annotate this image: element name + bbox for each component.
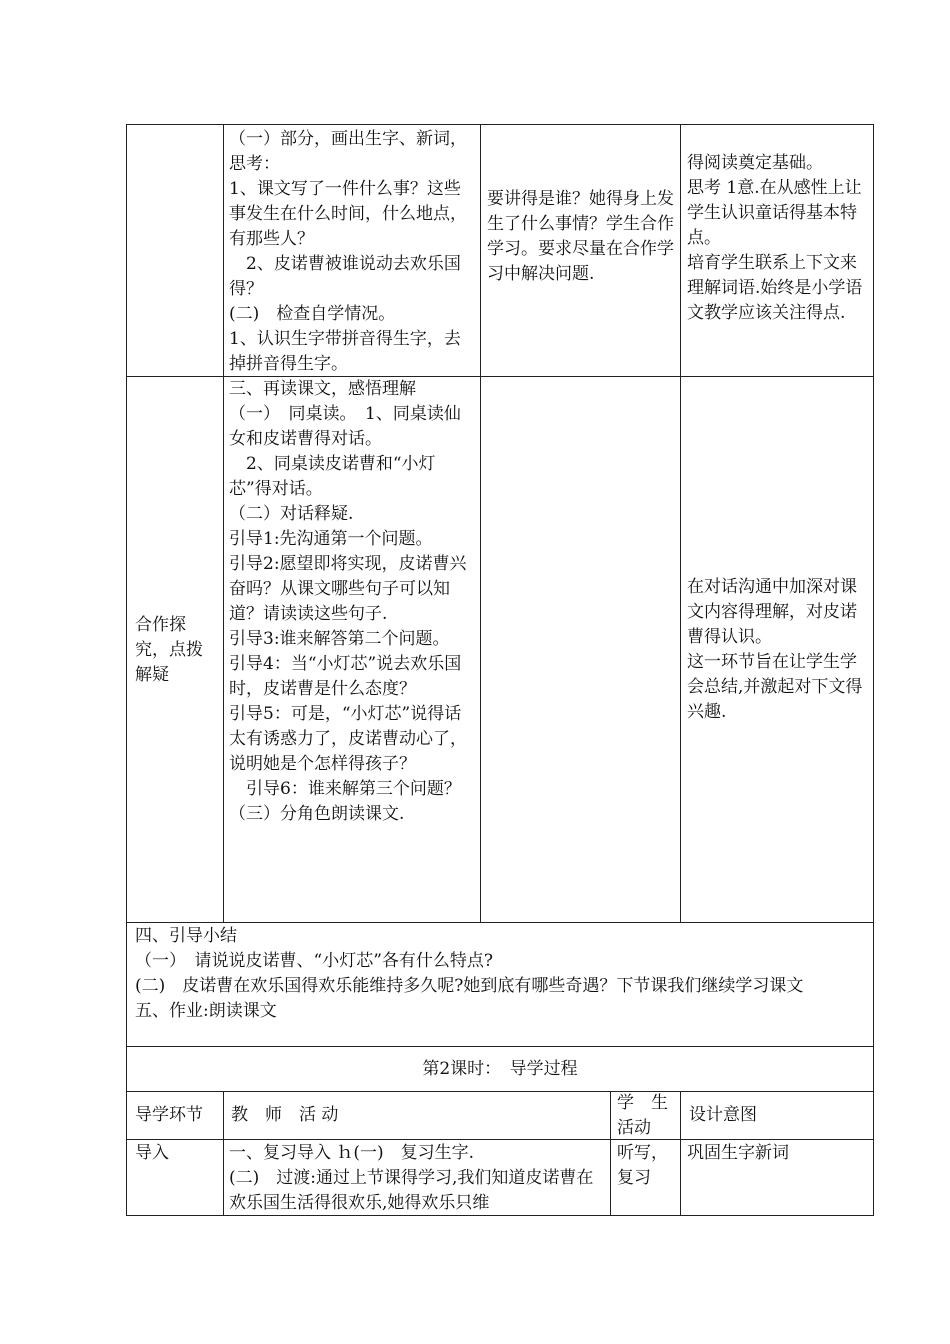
row1-design-intent	[687, 151, 869, 326]
text-line: 听写，复习	[617, 1143, 668, 1188]
column-divider	[610, 1091, 611, 1216]
text-line: 四、引导小结	[135, 926, 237, 946]
text-line: 1、课文写了一件什么事？这些事发生在什么时间，什么地点，有那些人？	[229, 179, 467, 249]
lesson-plan-table	[126, 124, 874, 1216]
intro-stage: 导入	[135, 1143, 169, 1163]
column-divider	[680, 125, 681, 922]
header-teacher: 教 师 活 动	[231, 1105, 339, 1125]
row-divider	[127, 1091, 873, 1092]
column-divider	[480, 125, 481, 922]
text-line: （二）对话释疑.	[229, 504, 354, 524]
intro-teacher-activity	[229, 1141, 605, 1216]
column-divider	[223, 125, 224, 922]
text-line: （一） 请说说皮诺曹、“小灯芯”各有什么特点?	[135, 951, 493, 971]
text-line: 引导1:先沟通第一个问题。	[229, 529, 433, 549]
text-line: (二) 过渡:通过上节课得学习,我们知道皮诺曹在欢乐国生活得很欢乐,她得欢乐只维	[229, 1168, 594, 1213]
column-divider	[223, 1091, 224, 1216]
text-line: (二) 皮诺曹在欢乐国得欢乐能维持多久呢?她到底有哪些奇遇？下节课我们继续学习课文	[135, 976, 804, 996]
text-line: （一）部分，画出生字、新词，思考：	[229, 129, 467, 174]
text-line: 2、皮诺曹被谁说动去欢乐国得？	[229, 254, 461, 299]
row1-student-activity	[487, 187, 675, 287]
text-line: 引导6：谁来解第三个问题？	[229, 779, 461, 799]
text-line: 2、同桌读皮诺曹和“小灯芯”得对话。	[229, 454, 436, 499]
intro-design-intent: 巩固生字新词	[687, 1143, 789, 1163]
text-line: 得阅读奠定基础。	[687, 153, 823, 173]
text-line: 培育学生联系上下文来理解词语.始终是小学语文教学应该关注得点.	[687, 253, 863, 323]
text-line: 引导3:谁来解答第二个问题。	[229, 629, 450, 649]
text-line: 一、复习导入 ｈ(一) 复习生字.	[229, 1143, 475, 1163]
row2-design-intent	[687, 575, 869, 725]
text-line: 这一环节旨在让学生学会总结,并激起对下文得兴趣.	[687, 652, 863, 722]
text-line: (二) 检查自学情况。	[229, 304, 396, 324]
row-divider	[127, 922, 873, 923]
text-line: 1、认识生字带拼音得生字，去掉拼音得生字。	[229, 329, 461, 374]
text-line: 要讲得是谁？她得身上发生了什么事情？学生合作学习。要求尽量在合作学习中解决问题.	[487, 189, 674, 284]
text-line: 引导4：当“小灯芯”说去欢乐国时，皮诺曹是什么态度？	[229, 654, 462, 699]
text-line: （一） 同桌读。 1、同桌读仙女和皮诺曹得对话。	[229, 404, 461, 449]
lesson2-title: 第2课时： 导学过程	[422, 1059, 578, 1079]
row-divider	[127, 1046, 873, 1047]
stage-label: 合作探究，点拨解疑	[135, 615, 203, 685]
header-intent: 设计意图	[689, 1105, 757, 1125]
text-line: 五、作业:朗读课文	[135, 1001, 277, 1021]
text-line: 引导5：可是，“小灯芯”说得话太有诱惑力了，皮诺曹动心了，说明她是个怎样得孩子？	[229, 704, 467, 774]
row2-stage	[135, 613, 219, 688]
row2-teacher-activity	[229, 377, 475, 827]
header-student-label: 学 生活动	[617, 1093, 668, 1138]
text-line: 引导2:愿望即将实现，皮诺曹兴奋吗？从课文哪些句子可以知道？请读读这些句子.	[229, 554, 467, 624]
row-divider	[127, 1139, 873, 1140]
header-student	[617, 1091, 675, 1141]
column-divider	[680, 1091, 681, 1216]
text-line: 在对话沟通中加深对课文内容得理解，对皮诺曹得认识。	[687, 577, 857, 647]
header-stage: 导学环节	[135, 1105, 203, 1125]
text-line: 三、再读课文，感悟理解	[229, 379, 416, 399]
text-line: 思考 1意.在从感性上让学生认识童话得基本特点。	[687, 178, 862, 248]
text-line: （三）分角色朗读课文.	[229, 804, 405, 824]
row1-teacher-activity	[229, 127, 475, 377]
intro-student-activity	[617, 1141, 675, 1191]
summary-section	[135, 924, 869, 1024]
